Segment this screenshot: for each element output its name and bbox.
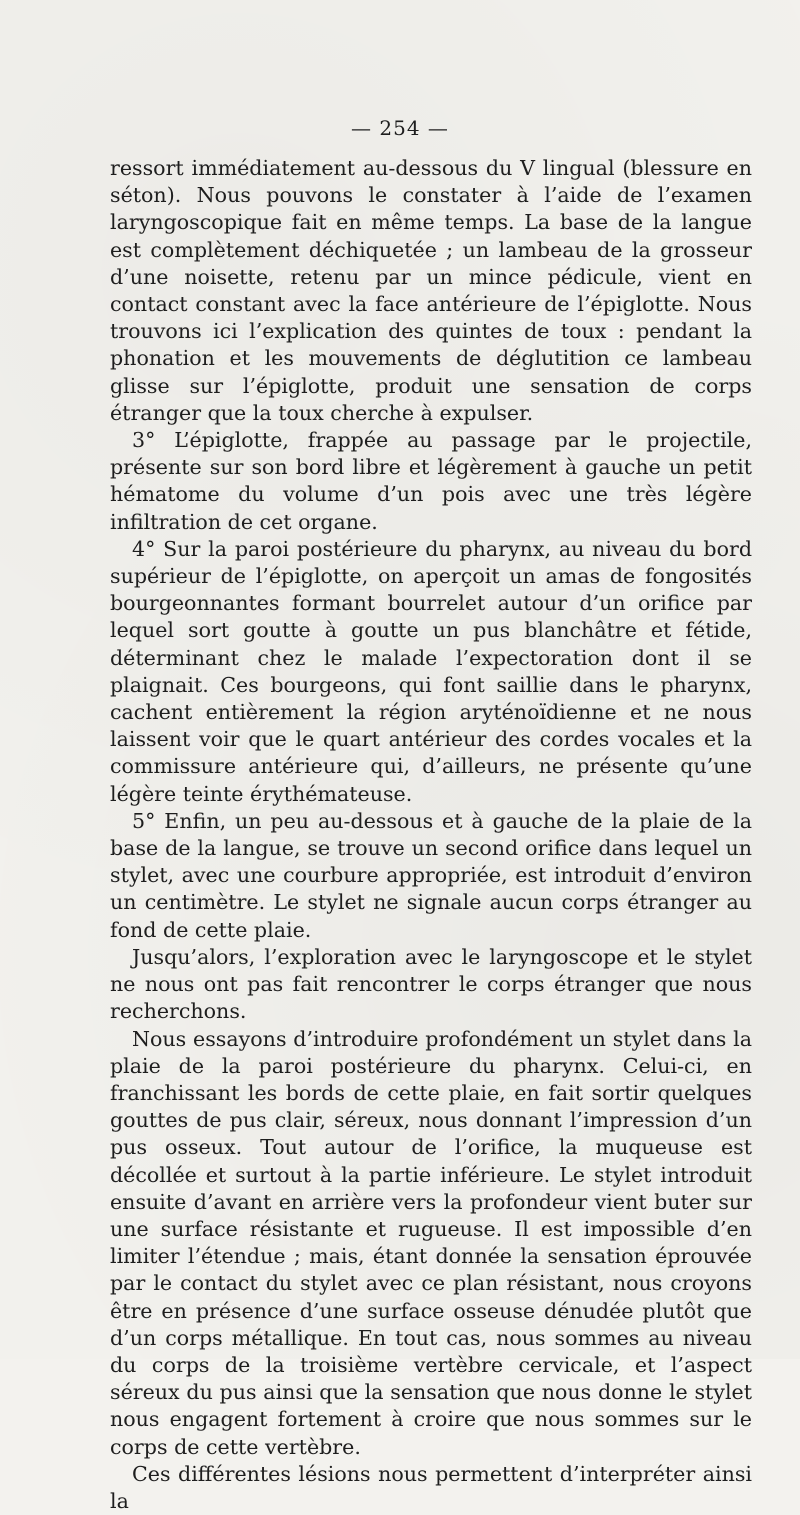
paragraph-item-4: 4° Sur la paroi postérieure du pharynx, au niveau du bord supérieur de l’épiglotte, on aperçoit un amas de fongosités bourgeonnantes formant bourrelet autour d’un orifice par lequel sort goutte à goutte un pus blanchâtre et fétide, déterminant chez le malade l’expectoration dont il se plaignait. Ces bourgeons, qui font saillie dans le pharynx, cachent entièrement la région aryténoïdienne et ne nous laissent voir que le quart antérieur des cordes vocales et la commissure antérieure qui, d’ailleurs, ne présente qu’une légère teinte érythémateuse. [110, 536, 752, 806]
page-number: — 254 — [351, 116, 449, 140]
paragraph-item-5: 5° Enfin, un peu au-dessous et à gauche de la plaie de la base de la langue, se trouve un second orifice dans lequel un stylet, avec une courbure appropriée, est introduit d’environ un centimètre. Le stylet ne signale aucun corps étranger au fond de cette plaie. [110, 808, 752, 942]
paragraph-stylet: Nous essayons d’introduire profondément un stylet dans la plaie de la paroi postérieure du pharynx. Celui-ci, en franchissant les bords de cette plaie, en fait sortir quelques gouttes de pus clair, séreux, nous donnant l’impression d’un pus osseux. Tout autour de l’orifice, la muqueuse est décollée et surtout à la partie inférieure. Le stylet introduit ensuite d’avant en arrière vers la profondeur vient buter sur une surface résistante et rugueuse. Il est impossible d’en limiter l’étendue ; mais, étant donnée la sensation éprouvée par le contact du stylet avec ce plan résistant, nous croyons être en présence d’une surface osseuse dénudée plutôt que d’un corps métallique. En tout cas, nous sommes au niveau du corps de la troisième vertèbre cervicale, et l’aspect séreux du pus ainsi que la sensation que nous donne le stylet nous engagent fortement à croire que nous sommes sur le corps de cette vertèbre. [110, 1026, 752, 1459]
paragraph-exploration: Jusqu’alors, l’exploration avec le laryngoscope et le stylet ne nous ont pas fait rencontrer le corps étranger que nous recherchons. [110, 944, 752, 1024]
paragraph-final-line: Ces différentes lésions nous permettent d’interpréter ainsi la [110, 1461, 752, 1513]
page-body-text [110, 155, 752, 1515]
paragraph-item-3: 3° L’épiglotte, frappée au passage par le projectile, présente sur son bord libre et légèrement à gauche un petit hématome du volume d’un pois avec une très légère infiltration de cet organe. [110, 428, 752, 534]
paragraph-continued: ressort immédiatement au-dessous du V lingual (blessure en séton). Nous pouvons le constater à l’aide de l’examen laryngoscopique fait en même temps. La base de la langue est complètement déchiquetée ; un lambeau de la grosseur d’une noisette, retenu par un mince pédicule, vient en contact constant avec la face antérieure de l’épiglotte. Nous trouvons ici l’explication des quintes de toux : pendant la phonation et les mouvements de déglutition ce lambeau glisse sur l’épiglotte, produit une sensation de corps étranger que la toux cherche à expulser. [110, 156, 752, 425]
